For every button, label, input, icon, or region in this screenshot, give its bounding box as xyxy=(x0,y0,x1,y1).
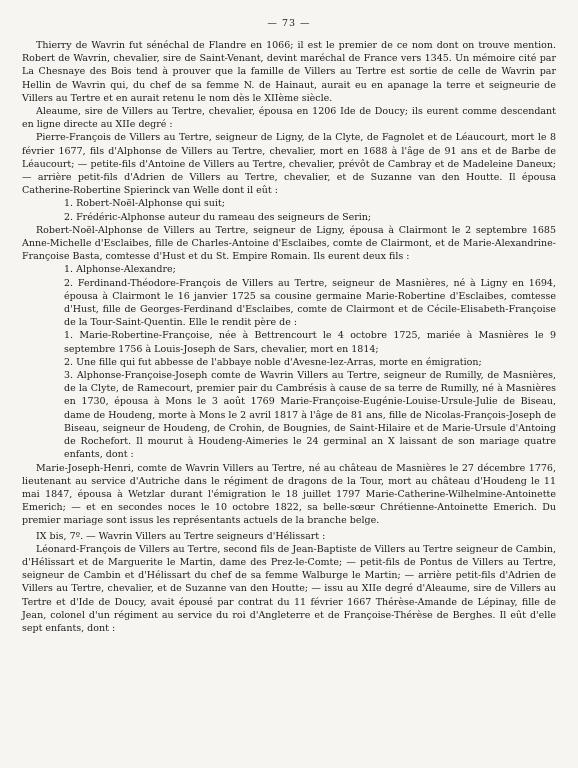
paragraph-leonard-francois: Léonard-François de Villers au Tertre, second fils de Jean-Baptiste de Villers au Tertre seigneur de Cambin, d'Hélissart et de Marguerite le Martin, dame des Prez-le-Comte; — petit-fils de Pontus de Villers au Tertre, seigneur de Cambin et d'Hélissart du chef de sa femme Walburge le Martin; — arrière petit-fils d'Adrien de Villers au Tertre, chevalier, et de Suzanne van den Houtte; — issu au XIIe degré d'Aleaume, sire de Villers au Tertre et d'Ide de Doucy, avait épousé par contrat du 11 février 1667 Thérèse-Amande de Lépinay, fille de Jean, colonel d'un régiment au service du roi d'Angleterre et de Françoise-Thérèse de Berghes. Il eût d'elle sept enfants, dont : xyxy=(22,543,556,634)
paragraph-robert-noel: Robert-Noël-Alphonse de Villers au Tertre, seigneur de Ligny, épousa à Clairmont le 2 septembre 1685 Anne-Michelle d'Esclaibes, fille de Charles-Antoine d'Esclaibes, comte de Clairmont, et de Marie-Alexandrine-Françoise Basta, comtesse d'Hust et du St. Empire Romain. Ils eurent deux fils : xyxy=(22,224,556,263)
paragraph-pierre-francois: Pierre-François de Villers au Tertre, seigneur de Ligny, de la Clyte, de Fagnolet et de Léaucourt, mort le 8 février 1677, fils d'Alphonse de Villers au Tertre, chevalier, mort en 1688 à l'âge de 91 ans et de Barbe de Léaucourt; — petite-fils d'Antoine de Villers au Tertre, chevalier, prévôt de Cambray et de Madeleine Daneux; — arrière petit-fils d'Adrien de Villers au Tertre, chevalier, et de Suzanne van den Houtte. Il épousa Catherine-Robertine Spierinck van Welle dont il eût : xyxy=(22,132,556,197)
list-item: 1. Robert-Noël-Alphonse qui suit; xyxy=(64,198,225,210)
list-item: 3. Alphonse-Françoise-Joseph comte de Wavrin Villers au Tertre, seigneur de Rumilly, de Masnières, de la Clyte, de Ramecourt, premier pair du Cambrésis à cause de sa terre de Rumilly, né à Masnières en 1730, épousa à Mons le 3 août 1769 Marie-Françoise-Eugénie-Louise-Ursule-Julie de Biseau, dame de Houdeng, morte à Mons le 2 avril 1817 à l'âge de 81 ans, fille de Nicolas-François-Joseph de Biseau, seigneur de Houdeng, de Crohin, de Bougnies, de Saint-Hilaire et de Marie-Ursule d'Antoing de Rochefort. Il mourut à Houdeng-Aimeries le 24 germinal an X laissant de son mariage quatre enfants, dont : xyxy=(64,370,556,461)
body-text xyxy=(22,39,556,635)
paragraph-marie-joseph-henri: Marie-Joseph-Henri, comte de Wavrin Villers au Tertre, né au château de Masnières le 27 décembre 1776, lieutenant au service d'Autriche dans le régiment de dragons de la Tour, mort au château d'Houdeng le 11 mai 1847, épousa à Wetzlar durant l'émigration le 18 juillet 1797 Marie-Catherine-Wilhelmine-Antoinette Emerich; — et en secondes noces le 10 octobre 1822, sa belle-sœur Chrétienne-Antoinette Emerich. Du premier mariage sont issus les représentants actuels de la branche belge. xyxy=(22,462,556,527)
list-item: 2. Une fille qui fut abbesse de l'abbaye noble d'Avesne-lez-Arras, morte en émigration; xyxy=(64,356,482,368)
list-item: 1. Marie-Robertine-Françoise, née à Bettrencourt le 4 octobre 1725, mariée à Masnières le 9 septembre 1756 à Louis-Joseph de Sars, chevalier, mort en 1814; xyxy=(64,330,556,355)
list-item: 1. Alphonse-Alexandre; xyxy=(64,264,176,276)
list-item: 2. Frédéric-Alphonse auteur du rameau des seigneurs de Serin; xyxy=(64,211,372,223)
page-number: — 73 — xyxy=(267,18,311,29)
section-heading: IX bis, 7º. — Wavrin Villers au Tertre seigneurs d'Hélissart : xyxy=(36,530,326,542)
list-item: 2. Ferdinand-Théodore-François de Villers au Tertre, seigneur de Masnières, né à Ligny en 1694, épousa à Clairmont le 16 janvier 1725 sa cousine germaine Marie-Robertine d'Esclaibes, comtesse d'Hust, fille de Georges-Ferdinand d'Esclaibes, comte de Clairmont et de Cécile-Elisabeth-Françoise de la Tour-Saint-Quentin. Elle le rendit père de : xyxy=(64,277,556,329)
paragraph-aleaume: Aleaume, sire de Villers au Tertre, chevalier, épousa en 1206 Ide de Doucy; ils eurent comme descendant en ligne directe au XIIe degré : xyxy=(22,106,556,131)
paragraph-wavrin-origins: Thierry de Wavrin fut sénéchal de Flandre en 1066; il est le premier de ce nom dont on trouve mention. Robert de Wavrin, chevalier, sire de Saint-Venant, devint maréchal de France vers 1345. Un mémoire cité par La Chesnaye des Bois tend à prouver que la famille de Villers au Tertre est sortie de celle de Wavrin par Hellin de Wavrin qui, du chef de sa femme N. de Hainaut, aurait eu en apanage la terre et seigneurie de Villers au Tertre et en aurait retenu le nom dès le XIIème siècle. xyxy=(22,40,556,104)
